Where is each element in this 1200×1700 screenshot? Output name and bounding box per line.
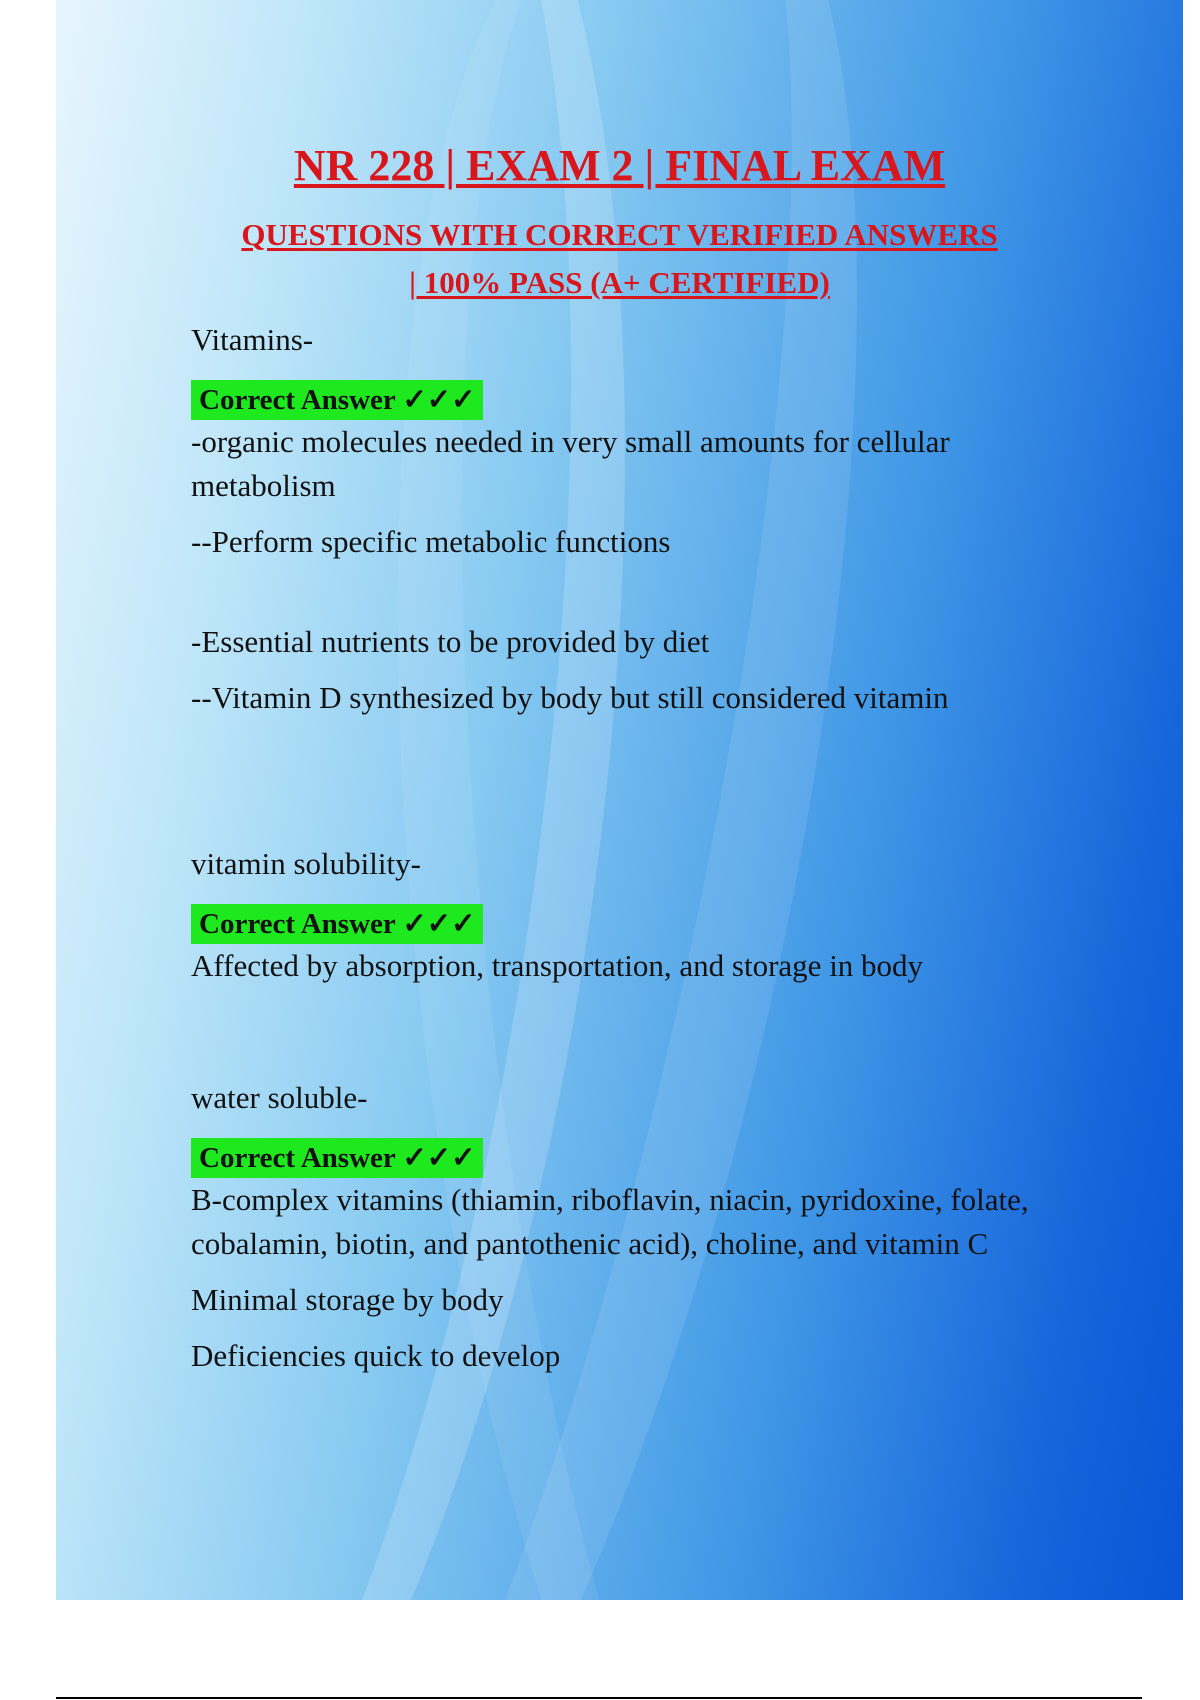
question-text: vitamin solubility- bbox=[191, 846, 421, 881]
question-text: Vitamins- bbox=[191, 322, 314, 357]
qa-block-water-soluble bbox=[191, 1078, 1091, 1378]
question-text: water soluble- bbox=[191, 1080, 368, 1115]
answer-text: -Essential nutrients to be provided by diet bbox=[191, 624, 710, 659]
correct-answer-badge: Correct Answer ✓✓✓ bbox=[191, 380, 483, 420]
answer-text: B-complex vitamins (thiamin, riboflavin, niacin, pyridoxine, folate, cobalamin, biotin, and pantothenic acid), choline, and vitamin C bbox=[191, 1182, 1029, 1261]
answer-text: --Vitamin D synthesized by body but still considered vitamin bbox=[191, 680, 949, 715]
correct-answer-badge: Correct Answer ✓✓✓ bbox=[191, 904, 483, 944]
document-page bbox=[56, 0, 1183, 1600]
answer-text: -organic molecules needed in very small amounts for cellular metabolism bbox=[191, 424, 950, 503]
answer-text: Affected by absorption, transportation, and storage in body bbox=[191, 948, 924, 983]
correct-answer-badge: Correct Answer ✓✓✓ bbox=[191, 1138, 483, 1178]
qa-block-vitamin-solubility bbox=[191, 844, 1091, 988]
answer-text: Deficiencies quick to develop bbox=[191, 1338, 561, 1373]
answer-text: Minimal storage by body bbox=[191, 1282, 504, 1317]
subtitle-line-1: QUESTIONS WITH CORRECT VERIFIED ANSWERS bbox=[241, 217, 998, 252]
qa-block-vitamins bbox=[191, 320, 1091, 720]
subtitle-line-2: | 100% PASS (A+ CERTIFIED) bbox=[409, 265, 830, 300]
answer-text: --Perform specific metabolic functions bbox=[191, 524, 671, 559]
page-subtitle bbox=[56, 211, 1183, 307]
page-bottom-rule bbox=[56, 1697, 1142, 1699]
page-title: NR 228 | EXAM 2 | FINAL EXAM bbox=[293, 141, 946, 190]
